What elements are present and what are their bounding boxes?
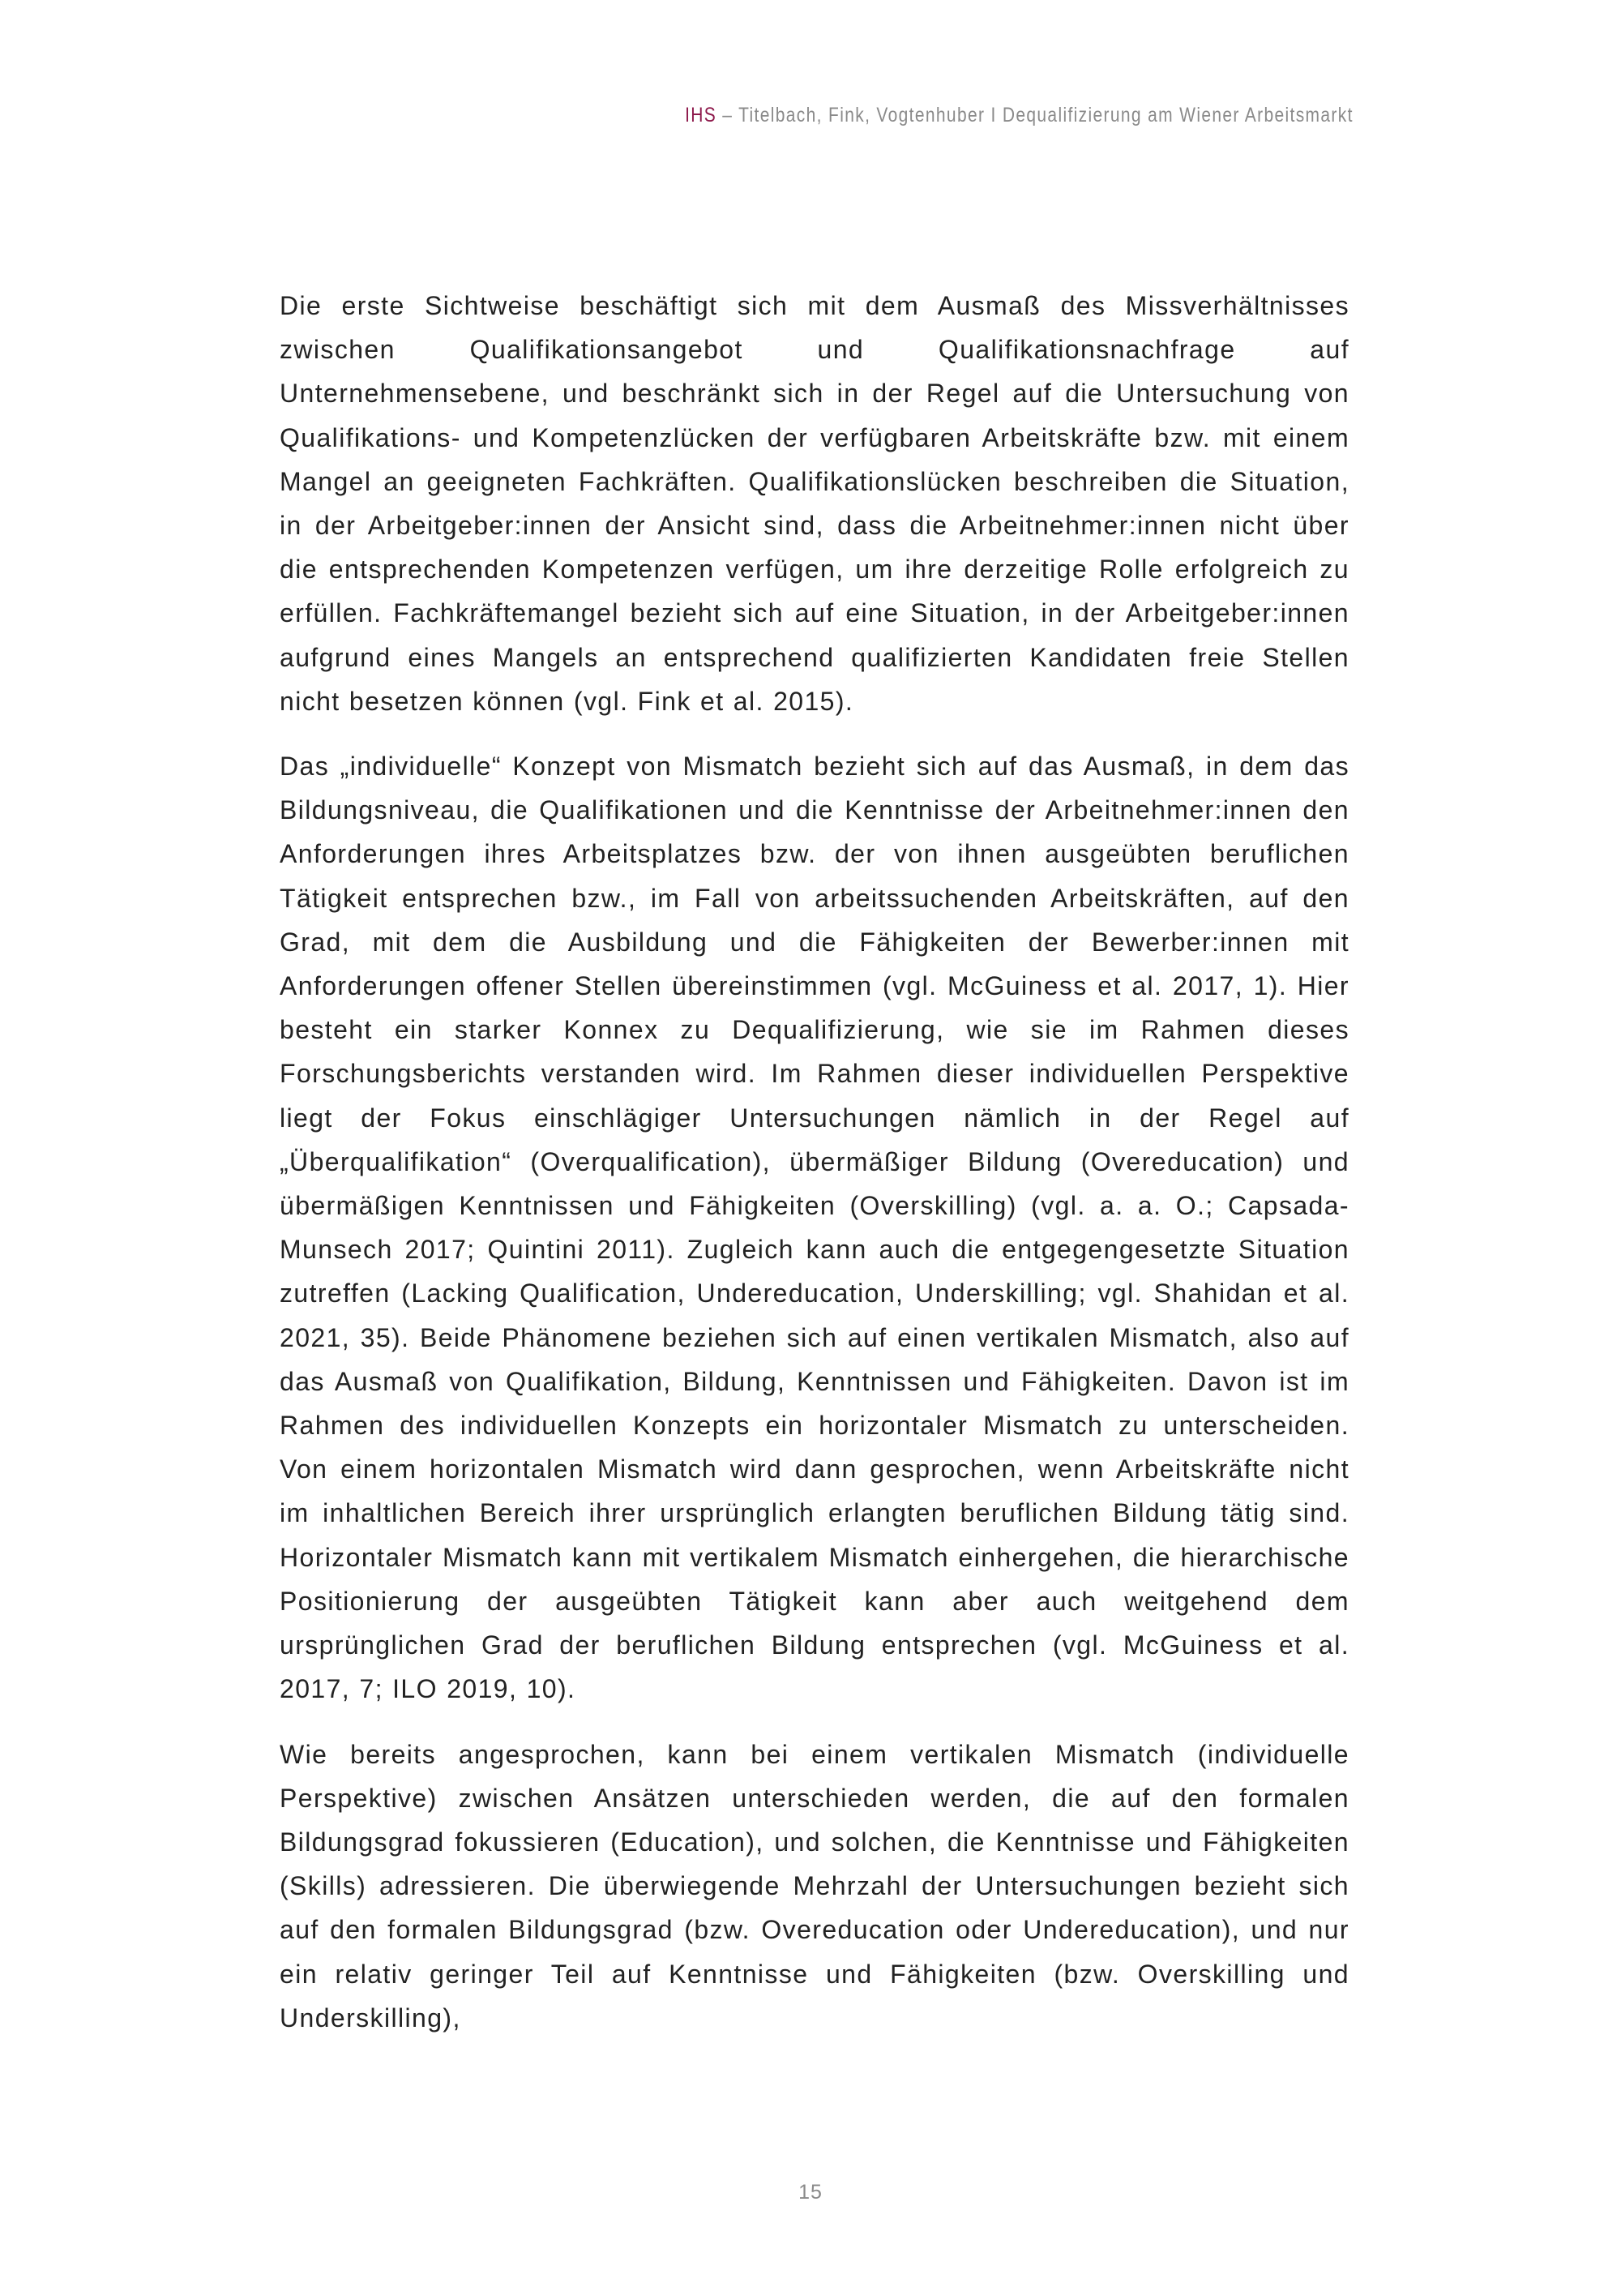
paragraph-2: Das „individuelle“ Konzept von Mismatch bezieht sich auf das Ausmaß, in dem das Bildungsniveau, die Qualifikationen und die Kenntnisse der Arbeitnehmer:innen den Anforderungen ihres Arbeitsplatzes bzw. der von ihnen ausgeübten beruflichen Tätigkeit entsprechen bzw., im Fall von arbeitssuchenden Arbeitskräften, auf den Grad, mit dem die Ausbildung und die Fähigkeiten der Bewerber:innen mit Anforderungen offener Stellen übereinstimmen (vgl. McGuiness et al. 2017, 1). Hier besteht ein starker Konnex zu Dequalifizierung, wie sie im Rahmen dieses Forschungsberichts verstanden wird. Im Rahmen dieser individuellen Perspektive liegt der Fokus einschlägiger Untersuchungen nämlich in der Regel auf „Überqualifikation“ (Overqualification), übermäßiger Bildung (Overeducation) und übermäßigen Kenntnissen und Fähigkeiten (Overskilling) (vgl. a. a. O.; Capsada-Munsech 2017; Quintini 2011). Zugleich kann auch die entgegengesetzte Situation zutreffen (Lacking Qualification, Undereducation, Underskilling; vgl. Shahidan et al. 2021, 35). Beide Phänomene beziehen sich auf einen vertikalen Mismatch, also auf das Ausmaß von Qualifikation, Bildung, Kenntnissen und Fähigkeiten. Davon ist im Rahmen des individuellen Konzepts ein horizontaler Mismatch zu unterscheiden. Von einem horizontalen Mismatch wird dann gesprochen, wenn Arbeitskräfte nicht im inhaltlichen Bereich ihrer ursprünglich erlangten beruflichen Bildung tätig sind. Horizontaler Mismatch kann mit vertikalem Mismatch einhergehen, die hierarchische Positionierung der ausgeübten Tätigkeit kann aber auch weitgehend dem ursprünglichen Grad der beruflichen Bildung entsprechen (vgl. McGuiness et al. 2017, 7; ILO 2019, 10). — [280, 752, 1349, 1704]
header-title: Titelbach, Fink, Vogtenhuber I Dequalifizierung am Wiener Arbeitsmarkt — [738, 104, 1354, 126]
header-brand: IHS — [685, 104, 717, 126]
body-text — [280, 284, 1349, 2061]
paragraph-1: Die erste Sichtweise beschäftigt sich mit dem Ausmaß des Missverhältnisses zwischen Qualifikationsangebot und Qualifikationsnachfrage auf Unternehmensebene, und beschränkt sich in der Regel auf die Untersuchung von Qualifikations- und Kompetenzlücken der verfügbaren Arbeitskräfte bzw. mit einem Mangel an geeigneten Fachkräften. Qualifikationslücken beschreiben die Situation, in der Arbeitgeber:innen der Ansicht sind, dass die Arbeitnehmer:innen nicht über die entsprechenden Kompetenzen verfügen, um ihre derzeitige Rolle erfolgreich zu erfüllen. Fachkräftemangel bezieht sich auf eine Situation, in der Arbeitgeber:innen aufgrund eines Mangels an entsprechend qualifizierten Kandidaten freie Stellen nicht besetzen können (vgl. Fink et al. 2015). — [280, 291, 1349, 716]
header-separator: – — [716, 104, 739, 126]
running-header — [685, 104, 1354, 127]
page-number: 15 — [798, 2181, 823, 2204]
paragraph-3: Wie bereits angesprochen, kann bei einem vertikalen Mismatch (individuelle Perspektive) zwischen Ansätzen unterschieden werden, die auf den formalen Bildungsgrad fokussieren (Education), und solchen, die Kenntnisse und Fähigkeiten (Skills) adressieren. Die überwiegende Mehrzahl der Untersuchungen bezieht sich auf den formalen Bildungsgrad (bzw. Overeducation oder Undereducation), und nur ein relativ geringer Teil auf Kenntnisse und Fähigkeiten (bzw. Overskilling und Underskilling), — [280, 1739, 1349, 2033]
